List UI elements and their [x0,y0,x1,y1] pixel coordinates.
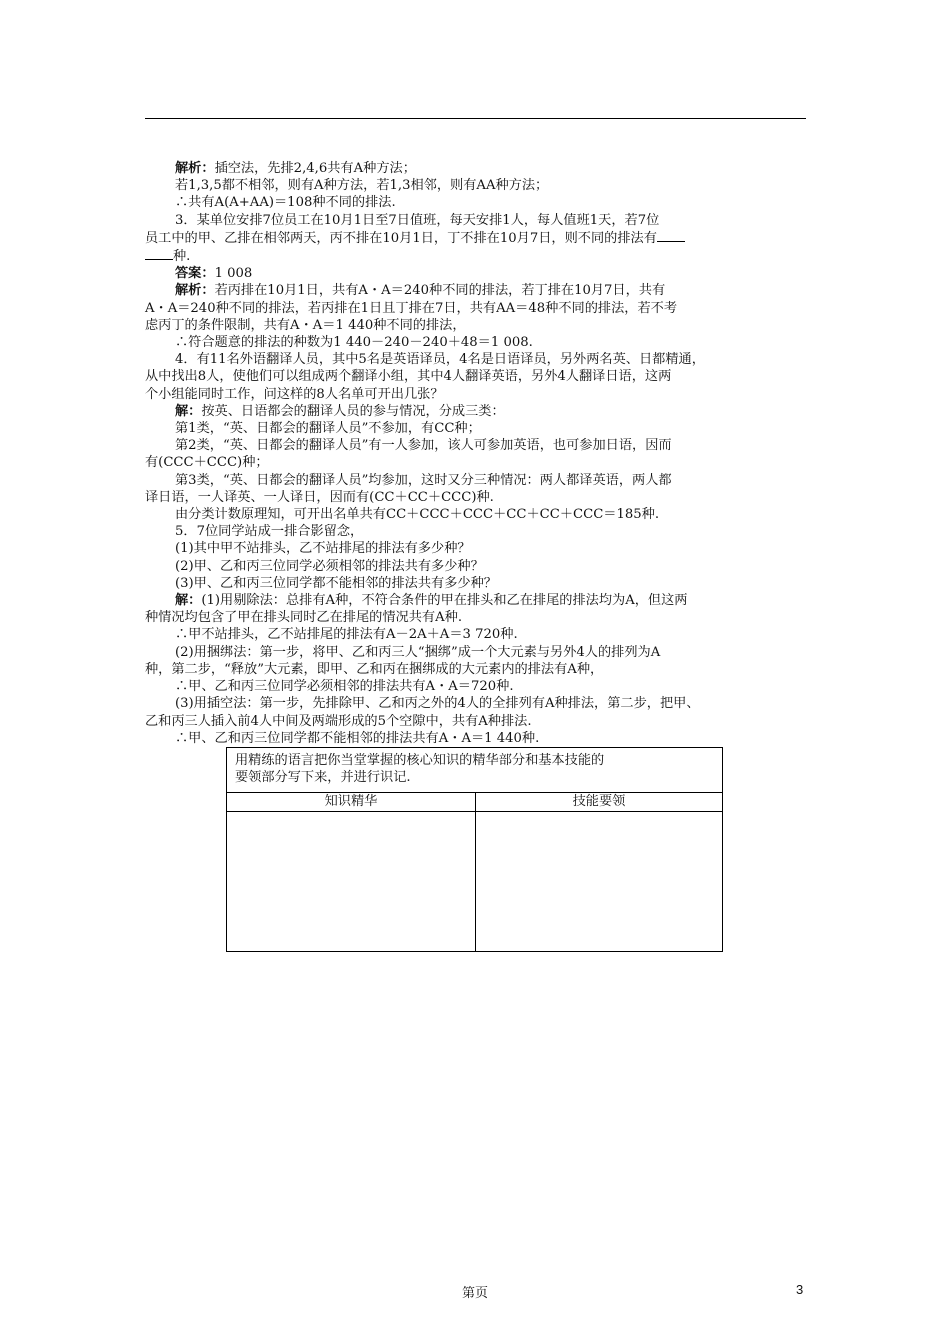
text-line: 有(CCC＋CCC)种； [145,455,269,471]
text-line: (1)其中甲不站排头，乙不站排尾的排法有多少种？ [175,541,471,557]
text-line: 第2类，“英、日都会的翻译人员”有一人参加，该人可参加英语，也可参加日语，因而 [175,438,672,454]
text-line: 第3类，“英、日都会的翻译人员”均参加，这时又分三种情况：两人都译英语，两人都 [175,472,672,488]
text-line: 从中找出8人，使他们可以组成两个翻译小组，其中4人翻译英语，另外4人翻译日语，这两 [145,369,672,385]
header-rule [145,118,806,119]
answer-blank [145,247,173,260]
text-line: 虑丙丁的条件限制，共有A・A＝1 440种不同的排法， [145,317,466,333]
text-line: 由分类计数原理知，可开出名单共有CC＋CCC＋CCC＋CC＋CC＋CCC＝185种. [175,507,660,523]
column-header-knowledge: 知识精华 [324,794,378,809]
text-line: 5．7位同学站成一排合影留念， [175,524,364,540]
text-line: 个小组能同时工作，问这样的8人名单可开出几张？ [145,386,444,402]
text-line: ∴共有A(A+AA)＝108种不同的排法. [175,195,396,211]
skills-notes-area[interactable] [476,812,722,951]
text-line: 种. [145,247,810,265]
text-line: 种情况均包含了甲在排头同时乙在排尾的情况共有A种. [145,610,463,626]
text-line: 答案：1 008 [175,266,253,282]
text-line: (3)甲、乙和丙三位同学都不能相邻的排法共有多少种？ [175,575,497,591]
solution-text [145,160,810,747]
column-header-skills: 技能要领 [572,794,626,809]
text-line: 员工中的甲、乙排在相邻两天，丙不排在10月1日，丁不排在10月7日，则不同的排法有 [145,229,810,247]
answer-blank [657,229,685,242]
text-line: 3．某单位安排7位员工在10月1日至7日值班，每天安排1人，每人值班1天，若7位 [175,212,660,228]
text-line: 若1,3,5都不相邻，则有A种方法，若1,3相邻，则有AA种方法； [175,178,549,194]
summary-instructions-line: 用精练的语言把你当堂掌握的核心知识的精华部分和基本技能的 [235,753,605,768]
summary-instructions [235,752,715,786]
text-line: 解：(1)用剔除法：总排有A种，不符合条件的甲在排头和乙在排尾的排法均为A，但这两 [175,593,688,609]
text-line: (3)用插空法：第一步，先排除甲、乙和丙之外的4人的全排列有A种排法，第二步，把甲、 [175,696,700,712]
text-line: 解：按英、日语都会的翻译人员的参与情况，分成三类： [175,403,505,419]
text-line: ∴符合题意的排法的种数为1 440－240－240＋48＝1 008. [175,335,533,351]
text-line: 4．有11名外语翻译人员，其中5名是英语译员，4名是日语译员，另外两名英、日都精通， [175,352,705,368]
text-line: 解析：若丙排在10月1日，共有A・A＝240种不同的排法，若丁排在10月7日，共有 [175,283,666,299]
page-number: 3 [796,1282,804,1297]
text-line: 译日语，一人译英、一人译日，因而有(CC＋CC＋CCC)种. [145,489,494,505]
footer-page-label: 第页 [461,1286,488,1301]
text-line: A・A＝240种不同的排法，若丙排在1日且丁排在7日，共有AA＝48种不同的排法，若不考 [145,300,678,316]
summary-table [226,747,723,952]
text-line: 乙和丙三人插入前4人中间及两端形成的5个空隙中，共有A种排法. [145,713,532,729]
text-line: ∴甲不站排头，乙不站排尾的排法有A－2A＋A＝3 720种. [175,627,518,643]
text-line: ∴甲、乙和丙三位同学都不能相邻的排法共有A・A＝1 440种. [175,730,540,746]
text-line: 种，第二步，“释放”大元素，即甲、乙和丙在捆绑成的大元素内的排法有A种， [145,661,604,677]
summary-instructions-line: 要领部分写下来，并进行识记. [235,770,411,786]
text-line: (2)甲、乙和丙三位同学必须相邻的排法共有多少种？ [175,558,484,574]
text-line: ∴甲、乙和丙三位同学必须相邻的排法共有A・A＝720种. [175,679,514,695]
text-line: 第1类，“英、日都会的翻译人员”不参加，有CC种； [175,421,481,437]
knowledge-notes-area[interactable] [227,812,474,951]
text-line: (2)用捆绑法：第一步，将甲、乙和丙三人“捆绑”成一个大元素与另外4人的排列为A [175,644,661,660]
text-line: 解析：插空法，先排2,4,6共有A种方法； [175,161,416,176]
